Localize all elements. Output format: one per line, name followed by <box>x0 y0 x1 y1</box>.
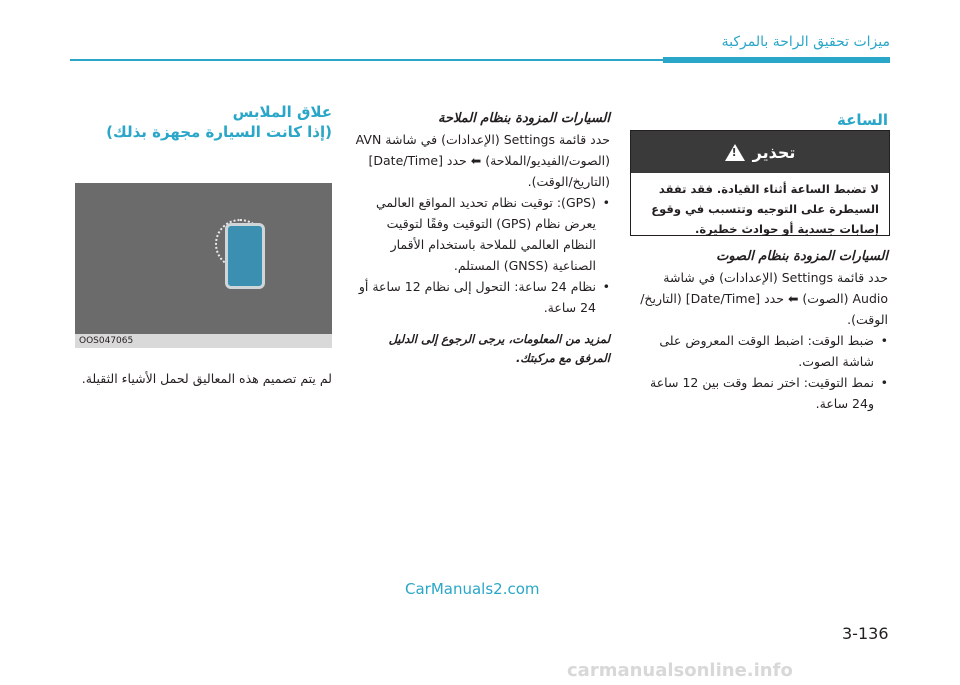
coat-hook-photo <box>75 183 332 334</box>
warning-icon: ! <box>725 144 745 161</box>
subtitle-audio: السيارات المزودة بنظام الصوت <box>716 249 888 264</box>
watermark: CarManuals2.com <box>405 580 540 598</box>
bullet-gps-time: • (GPS): توقيت نظام تحديد المواقع العالمي يعرض نظام (GPS) التوقيت وفقًا لتوقيت النظام العالمي للملاحة باستخدام الأقمار الصناعية (GNSS) المستلم. <box>352 192 610 276</box>
warning-label: تحذير <box>752 142 796 162</box>
warning-text: لا تضبط الساعة أثناء القيادة. فقد تفقد السيطرة على التوجيه وتتسبب في وقوع إصابات جسدية أو حوادث خطيرة. <box>651 182 879 236</box>
bullet-clock-setting: • ضبط الوقت: اضبط الوقت المعروض على شاشة الصوت. <box>630 330 888 372</box>
footer-url: carmanualsonline.info <box>567 660 793 681</box>
bullet-24-hour: • نظام 24 ساعة: التحول إلى نظام 12 ساعة أو 24 ساعة. <box>352 276 610 318</box>
coat-hook-title-note: (إذا كانت السيارة مجهزة بذلك) <box>106 123 332 141</box>
subtitle-navigation: السيارات المزودة بنظام الملاحة <box>438 111 610 126</box>
bullet-time-format: • نمط التوقيت: اختر نمط وقت بين 12 ساعة و24 ساعة. <box>630 372 888 414</box>
section-title-clock: الساعة <box>836 111 888 129</box>
coat-hook-caption: لم يتم تصميم هذه المعاليق لحمل الأشياء الثقيلة. <box>81 371 332 386</box>
photo-code-label: OOS047065 <box>75 334 332 348</box>
right-content <box>630 246 888 414</box>
page-number: 3-136 <box>842 624 889 643</box>
coat-hook-handle <box>225 223 265 289</box>
section-title-coat-hook <box>75 102 332 142</box>
navigation-note: لمزيد من المعلومات، يرجى الرجوع إلى الدليل المرفق مع مركبتك. <box>388 332 610 365</box>
header-title: ﻣﻴﺰات ﺗﺤﻘﻴﻖ اﻟﺮاﺣﺔ ﺑﺎﻟﻤﺮﻛﺒﺔ <box>721 34 890 50</box>
coat-hook-title: علاق الملابس <box>232 103 332 121</box>
intro-audio: حدد قائمة Settings (الإعدادات) في شاشة Audio (الصوت) ⬅ حدد [Date/Time] (التاريخ/الوقت). <box>640 270 888 327</box>
header-accent-bar <box>663 57 890 63</box>
warning-box <box>630 130 890 236</box>
middle-content <box>352 108 610 368</box>
warning-header <box>631 131 889 173</box>
intro-navigation: حدد قائمة Settings (الإعدادات) في شاشة AVN (الصوت/الفيديو/الملاحة) ⬅ حدد [Date/Time] (التاريخ/الوقت). <box>355 132 610 189</box>
